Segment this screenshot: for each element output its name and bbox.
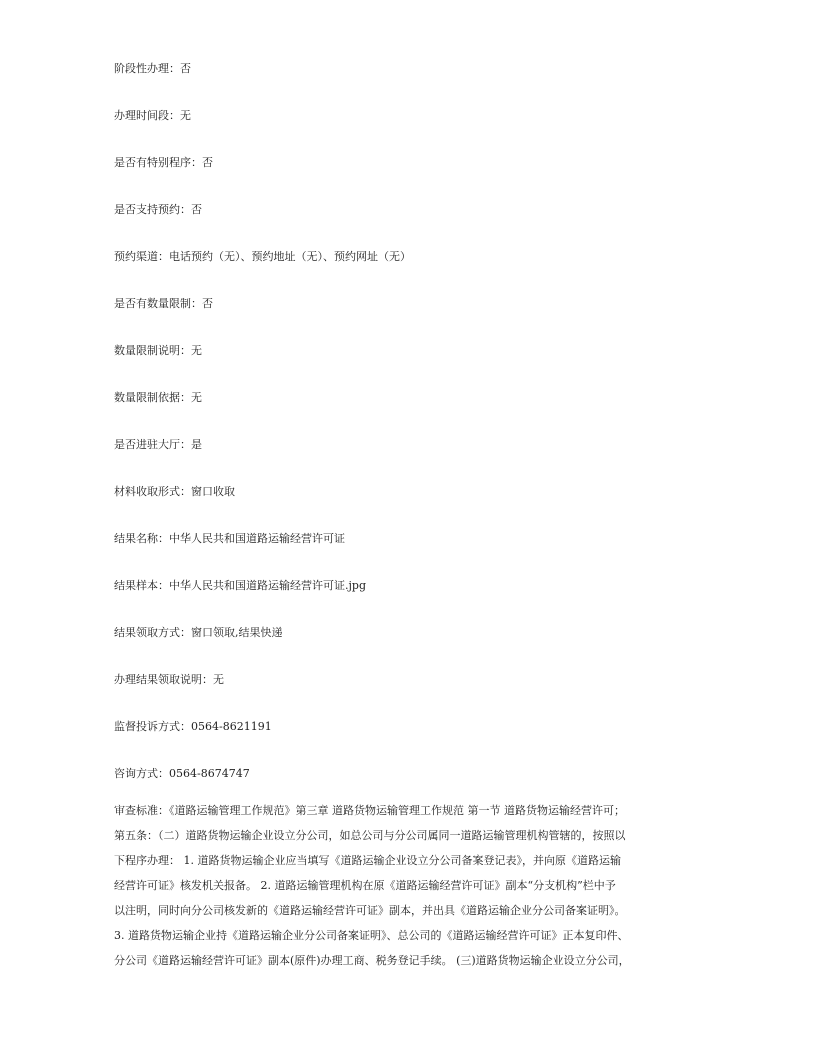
field-quantity-limit: 是否有数量限制：否	[114, 297, 213, 310]
field-material-collection: 材料收取形式：窗口收取	[114, 485, 235, 498]
review-standard-line: 3. 道路货物运输企业持《道路运输企业分公司备案证明》、总公司的《道路运输经营许可证》正本复印件、	[114, 929, 629, 942]
review-standard-paragraph	[114, 798, 686, 973]
review-standard-line: 下程序办理： 1. 道路货物运输企业应当填写《道路运输企业设立分公司备案登记表》，并向原《道路运输	[114, 854, 621, 867]
field-special-procedure: 是否有特别程序：否	[114, 156, 213, 169]
field-result-name: 结果名称：中华人民共和国道路运输经营许可证	[114, 532, 345, 545]
field-handling-period: 办理时间段：无	[114, 109, 191, 122]
field-result-pickup: 结果领取方式：窗口领取,结果快递	[114, 626, 283, 639]
field-quantity-limit-note: 数量限制说明：无	[114, 344, 202, 357]
field-quantity-limit-basis: 数量限制依据：无	[114, 391, 202, 404]
review-standard-line: 以注明，同时向分公司核发新的《道路运输经营许可证》副本，并出具《道路运输企业分公司备案证明》。	[114, 904, 626, 917]
field-appointment: 是否支持预约：否	[114, 203, 202, 216]
field-appointment-channels: 预约渠道：电话预约（无）、预约地址（无）、预约网址（无）	[114, 250, 411, 263]
review-standard-line: 分公司《道路运输经营许可证》副本(原件)办理工商、税务登记手续。 (三)道路货物运输企业设立分公司，	[114, 954, 630, 967]
review-standard-line: 第五条：（二）道路货物运输企业设立分公司，如总公司与分公司属同一道路运输管理机构管辖的，按照以	[114, 829, 626, 842]
review-standard-line: 经营许可证》核发机关报备。 2. 道路运输管理机构在原《道路运输经营许可证》副本“分支机构”栏中予	[114, 879, 616, 892]
field-result-sample: 结果样本：中华人民共和国道路运输经营许可证.jpg	[114, 579, 366, 592]
field-hall-presence: 是否进驻大厅：是	[114, 438, 202, 451]
field-result-pickup-note: 办理结果领取说明：无	[114, 673, 224, 686]
field-staged-handling: 阶段性办理：否	[114, 62, 191, 75]
field-complaint-contact: 监督投诉方式：0564-8621191	[114, 720, 272, 733]
review-standard-line: 审查标准：《道路运输管理工作规范》第三章 道路货物运输管理工作规范 第一节 道路货物运输经营许可；	[114, 804, 625, 817]
field-consult-contact: 咨询方式：0564-8674747	[114, 767, 250, 780]
